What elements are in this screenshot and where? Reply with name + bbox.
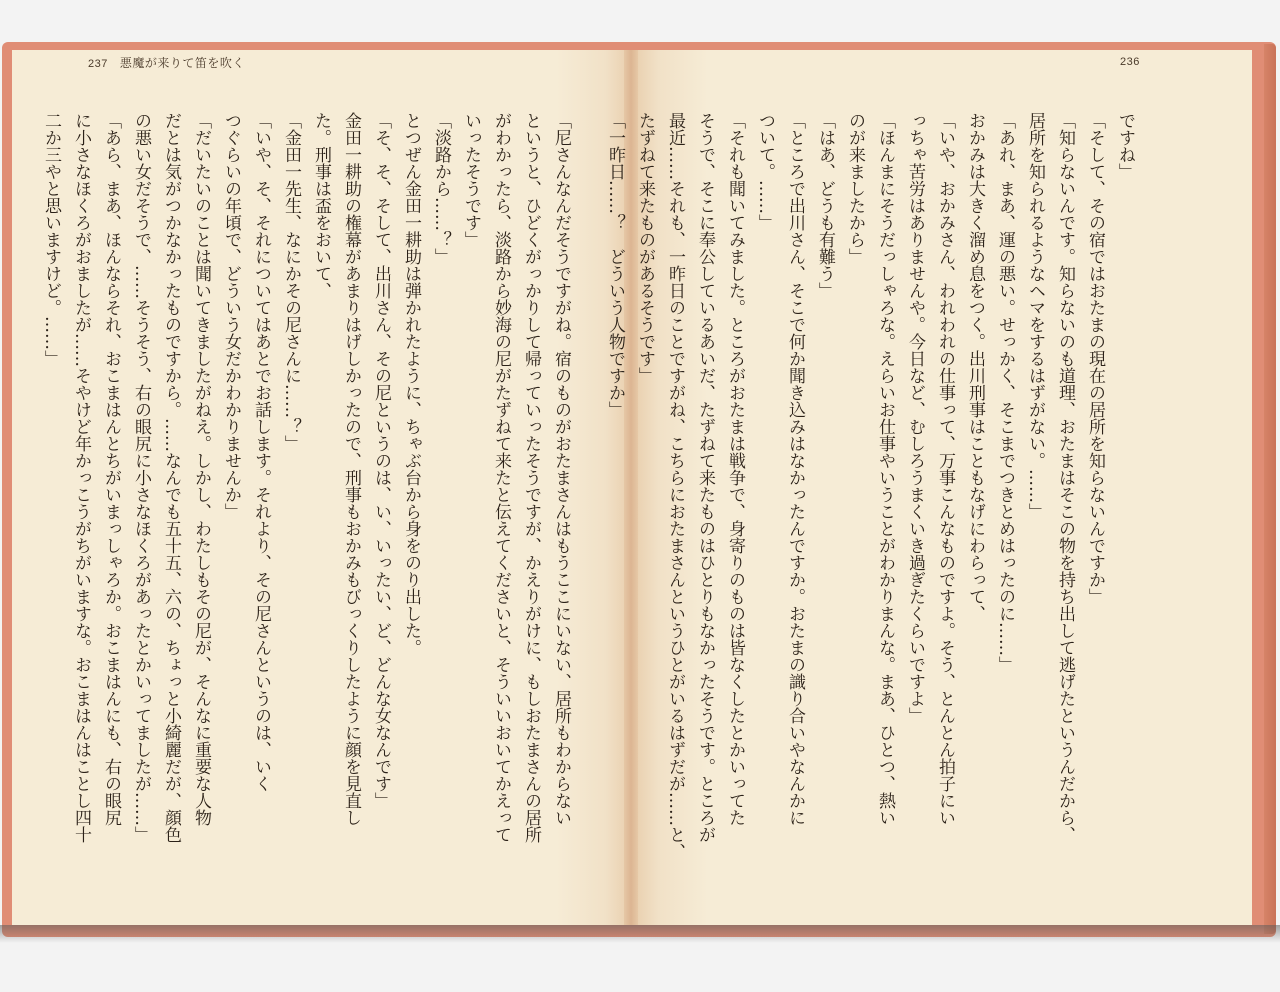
text-column: た。刑事は盃をおいて、 bbox=[311, 112, 331, 299]
text-column: 最近……それも、一昨日のことですがね、こちらにおたまさんというひとがいるはずだが……と、 bbox=[665, 112, 685, 860]
text-column: 「だいたいのことは聞いてきましたがねえ。しかし、わたしもその尼が、そんなに重要な人物 bbox=[191, 112, 211, 826]
text-column: のが来ましたから」 bbox=[845, 112, 865, 265]
text-column: 「金田一先生、なにかその尼さんに……？」 bbox=[281, 112, 301, 452]
text-column: 「いや、おかみさん、われわれの仕事って、万事こんなものですよ。そう、とんとん拍子にい bbox=[935, 112, 955, 826]
text-column: っちゃ苦労はありませんや。今日など、むしろうまくいき過ぎたくらいですよ」 bbox=[905, 112, 925, 724]
text-column: 「あれ、まあ、運の悪い。せっかく、そこまでつきとめはったのに……」 bbox=[995, 112, 1015, 673]
left-page-number: 237 bbox=[88, 58, 108, 70]
text-column: そうで、そこに奉公しているあいだ、たずねて来たものはひとりもなかったそうです。ところが bbox=[695, 112, 715, 843]
text-column: たずねて来たものがあるそうです」 bbox=[635, 112, 655, 384]
right-page-header bbox=[1120, 54, 1140, 68]
text-column: 「ところで出川さん、そこで何か聞き込みはなかったんですか。おたまの識り合いやなんかに bbox=[785, 112, 805, 826]
text-column: 「そ、そ、そして、出川さん、その尼というのは、い、いったい、ど、どんな女なんです」 bbox=[371, 112, 391, 809]
text-column: 「あら、まあ、ほんならそれ、おこまはんとちがいまっしゃろか。おこまはんにも、右の眼尻 bbox=[101, 112, 121, 826]
text-column: 「そして、その宿ではおたまの現在の居所を知らないんですか」 bbox=[1085, 112, 1105, 605]
text-column: とつぜん金田一耕助は弾かれたように、ちゃぶ台から身をのり出した。 bbox=[401, 112, 421, 656]
text-column: ついて。……」 bbox=[755, 112, 775, 231]
text-column: ですね」 bbox=[1115, 112, 1135, 180]
scan-bottom-shadow bbox=[0, 925, 1280, 943]
text-column: というと、ひどくがっかりして帰っていったそうですが、かえりがけに、もしおたまさんの居所 bbox=[521, 112, 541, 843]
text-column: 二か三やと思いますけど。……」 bbox=[41, 112, 61, 367]
text-column: の悪い女だそうで、……そうそう、右の眼尻に小さなほくろがあったとかいってましたが……」 bbox=[131, 112, 151, 843]
right-page-number: 236 bbox=[1120, 56, 1140, 68]
left-page-body-text bbox=[41, 112, 576, 872]
text-column: いったそうです」 bbox=[461, 112, 481, 248]
left-page-header bbox=[88, 54, 245, 71]
text-column: 「淡路から……？」 bbox=[431, 112, 451, 265]
text-column: 「ほんまにそうだっしゃろな。えらいお仕事やいうことがわかりまんな。まあ、ひとつ、熱い bbox=[875, 112, 895, 826]
running-title: 悪魔が来りて笛を吹く bbox=[119, 56, 245, 70]
text-column: 金田一耕助の権幕があまりはげしかったので、刑事もおかみもびっくりしたように顔を見直し bbox=[341, 112, 361, 826]
text-column: 「一昨日……？ どういう人物ですか」 bbox=[605, 112, 625, 418]
text-column: 「それも聞いてみました。ところがおたまは戦争で、身寄りのものは皆なくしたとかいってた bbox=[725, 112, 745, 826]
text-column: 「はあ、どうも有難う」 bbox=[815, 112, 835, 299]
text-column: 居所を知られるようなヘマをするはずがない。……」 bbox=[1025, 112, 1045, 520]
text-column: がわかったら、淡路から妙海の尼がたずねて来たと伝えてくださいと、そういいおいてかえって bbox=[491, 112, 511, 843]
text-column: 「尼さんなんだそうですがね。宿のものがおたまさんはもうここにいない、居所もわからない bbox=[551, 112, 571, 826]
text-column: に小さなほくろがおましたが……そやけど年かっこうがちがいますな。おこまはんはことし四十 bbox=[71, 112, 91, 843]
text-column: だとは気がつかなかったものですから。……なんでも五十五、六の、ちょっと小綺麗だが、顔色 bbox=[161, 112, 181, 843]
book-fore-edge bbox=[1264, 44, 1276, 934]
text-column: 「いや、そ、それについてはあとでお話します。それより、その尼さんというのは、いく bbox=[251, 112, 271, 792]
text-column: 「知らないんです。知らないのも道理、おたまはそこの物を持ち出して逃げたというんだから、 bbox=[1055, 112, 1075, 843]
text-column: おかみは大きく溜め息をつく。出川刑事はこともなげにわらって、 bbox=[965, 112, 985, 622]
text-column: つぐらいの年頃で、どういう女だかわかりませんか」 bbox=[221, 112, 241, 520]
right-page-body-text bbox=[605, 112, 1140, 872]
